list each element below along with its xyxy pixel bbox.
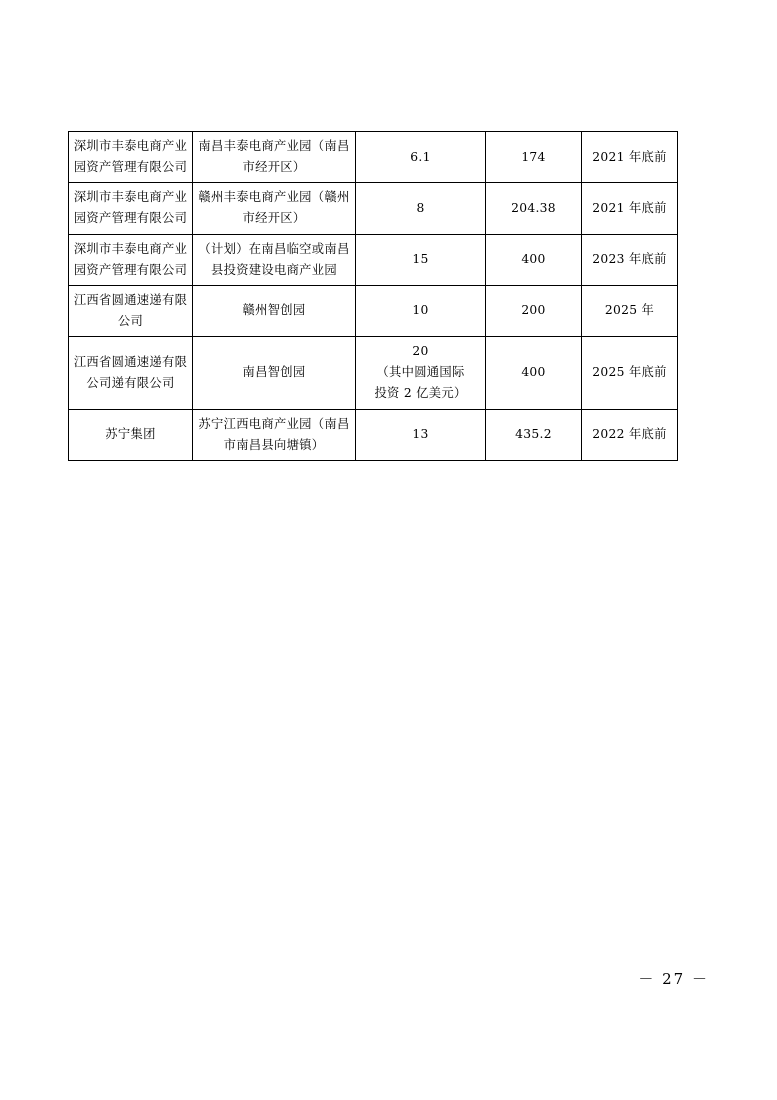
cell-park: 赣州丰泰电商产业园（赣州市经开区） [193,183,356,234]
table-row [69,409,678,460]
cell-park: 南昌丰泰电商产业园（南昌市经开区） [193,132,356,183]
cell-company: 深圳市丰泰电商产业园资产管理有限公司 [69,132,193,183]
investment-line: 20 [412,344,429,359]
cell-schedule: 2022 年底前 [582,409,678,460]
cell-schedule: 2025 年底前 [582,337,678,409]
investment-line: （其中圆通国际 [376,365,465,380]
table-row [69,234,678,285]
cell-schedule: 2023 年底前 [582,234,678,285]
cell-company: 苏宁集团 [69,409,193,460]
cell-investment [356,337,486,409]
cell-area: 435.2 [486,409,582,460]
cell-schedule: 2025 年 [582,285,678,336]
cell-area: 200 [486,285,582,336]
cell-park: 赣州智创园 [193,285,356,336]
cell-area: 400 [486,234,582,285]
cell-investment: 10 [356,285,486,336]
table-row [69,337,678,409]
cell-investment: 13 [356,409,486,460]
cell-park: （计划）在南昌临空或南昌县投资建设电商产业园 [193,234,356,285]
cell-investment: 8 [356,183,486,234]
cell-company: 深圳市丰泰电商产业园资产管理有限公司 [69,183,193,234]
investment-projects-table-container [68,131,677,461]
cell-park: 苏宁江西电商产业园（南昌市南昌县向塘镇） [193,409,356,460]
cell-schedule: 2021 年底前 [582,183,678,234]
table-row [69,183,678,234]
table-row [69,132,678,183]
table-row [69,285,678,336]
page-number: － 27 － [638,970,709,988]
cell-company: 江西省圆通速递有限公司递有限公司 [69,337,193,409]
investment-line: 投资 2 亿美元） [374,386,467,401]
cell-area: 174 [486,132,582,183]
cell-schedule: 2021 年底前 [582,132,678,183]
cell-investment: 6.1 [356,132,486,183]
cell-company: 深圳市丰泰电商产业园资产管理有限公司 [69,234,193,285]
cell-area: 204.38 [486,183,582,234]
investment-projects-table [68,131,678,461]
cell-park: 南昌智创园 [193,337,356,409]
cell-area: 400 [486,337,582,409]
cell-investment: 15 [356,234,486,285]
cell-company: 江西省圆通速递有限公司 [69,285,193,336]
